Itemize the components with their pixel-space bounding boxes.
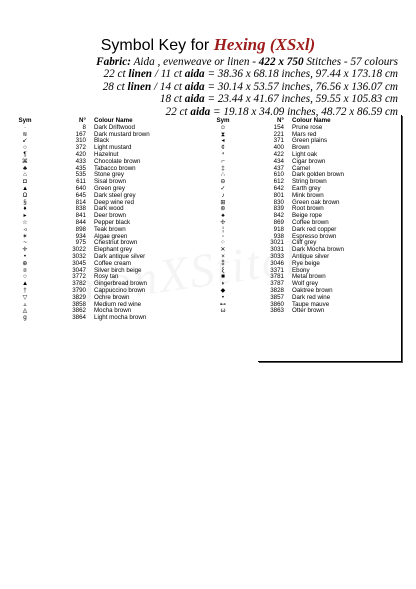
colour-name-cell: Light mustard <box>94 144 132 152</box>
symbol-cell: ↙ <box>22 137 28 145</box>
number-cell: 842 <box>273 212 284 220</box>
symbol-cell: ✕ <box>220 246 226 254</box>
number-cell: 8 <box>82 123 86 131</box>
colour-name-cell: Light oak <box>292 150 318 158</box>
fabric-types: Aida , evenweave or linen - <box>133 56 256 68</box>
colour-name-cell: Hazelnut <box>94 150 119 158</box>
symbol-cell: ☆ <box>22 218 28 226</box>
number-cell: 938 <box>273 232 284 240</box>
symbol-cell: ξ <box>221 266 225 274</box>
symbol-cell: ♦ <box>23 205 27 213</box>
symbol-cell: ⌐ <box>221 157 225 165</box>
colour-name-cell: Elephant grey <box>94 246 133 254</box>
colour-name-cell: Algae green <box>94 232 128 240</box>
fabric-size-part: / 14 ct <box>153 80 182 93</box>
symbol-cell: ✛ <box>22 246 28 254</box>
symbol-cell: ⌂ <box>23 171 27 179</box>
number-cell: 3371 <box>270 266 284 274</box>
number-cell: 422 <box>273 150 284 158</box>
number-cell: 437 <box>273 164 284 172</box>
symbol-cell: ¢ <box>221 144 225 152</box>
number-cell: 611 <box>76 178 86 186</box>
symbol-cell: ‡ <box>221 164 225 172</box>
colour-name-cell: Prune rose <box>292 123 323 131</box>
colour-name-cell: Camel <box>292 164 310 172</box>
symbol-cell: ⊷ <box>219 300 227 308</box>
colour-name-cell: Tabacco brown <box>94 164 136 172</box>
symbol-cell: Ω <box>22 191 28 199</box>
colour-name-cell: String brown <box>292 178 327 186</box>
symbol-cell: ¦ <box>222 225 224 233</box>
number-cell: 869 <box>273 218 284 226</box>
symbol-cell: ⊖ <box>220 178 226 186</box>
page-title <box>0 36 416 55</box>
colour-name-cell: Cigar brown <box>292 157 326 165</box>
colour-name-cell: Wolf grey <box>292 280 319 288</box>
colour-name-cell: Dark antique silver <box>94 252 146 260</box>
colour-name-cell: Dark red copper <box>292 225 337 233</box>
stitch-size: 422 x 750 <box>258 56 304 68</box>
symbol-cell: ◆ <box>220 286 226 294</box>
symbol-cell: ≋ <box>22 130 28 138</box>
number-cell: 3047 <box>72 266 86 274</box>
symbol-cell: ◬ <box>22 307 28 315</box>
number-cell: 420 <box>75 150 86 158</box>
symbol-cell: ∴ <box>221 171 225 179</box>
number-cell: 3860 <box>270 300 284 308</box>
colour-name-cell: Brown <box>292 144 310 152</box>
symbol-cell: ◃ <box>23 225 27 233</box>
number-cell: 3022 <box>72 246 86 254</box>
number-cell: 612 <box>273 178 284 186</box>
number-cell: 371 <box>273 137 284 145</box>
fabric-info <box>6 56 398 118</box>
title-prefix: Symbol Key for <box>100 37 210 54</box>
number-cell: 3781 <box>270 273 284 281</box>
fabric-size-part: = 30.14 x 53.57 inches, 76.56 x 136.07 cm <box>207 80 398 93</box>
number-cell: 221 <box>273 130 284 138</box>
fabric-size-part: aida <box>184 80 205 93</box>
number-cell: 3862 <box>72 307 86 315</box>
number-cell: 645 <box>75 191 86 199</box>
fabric-label: Fabric: <box>96 56 131 68</box>
number-cell: 3046 <box>270 259 284 267</box>
symbol-cell: ▸ <box>23 212 27 220</box>
number-cell: 3863 <box>270 307 284 315</box>
colour-name-cell: Stone grey <box>94 171 124 179</box>
number-cell: 801 <box>273 191 284 199</box>
fabric-size-line <box>6 93 398 105</box>
number-cell: 814 <box>75 198 86 206</box>
colour-name-cell: Cappuccino brown <box>94 286 146 294</box>
number-cell: 975 <box>75 239 86 247</box>
symbol-cell: ⊛ <box>220 205 226 213</box>
fabric-size-part: = 19.18 x 34.09 inches, 48.72 x 86.59 cm <box>213 105 398 118</box>
colour-name-cell: Taupe mauve <box>292 300 330 308</box>
colour-name-cell: Silver birch beige <box>94 266 142 274</box>
num-header: N° <box>277 117 284 124</box>
symbol-cell: ⁘ <box>220 239 226 247</box>
fabric-size-part: 28 ct <box>102 80 125 93</box>
symbol-cell: † <box>23 286 27 294</box>
symbol-cell: ~ <box>23 239 27 247</box>
colour-name-cell: Green oak brown <box>292 198 340 206</box>
symbol-cell: ¶ <box>23 150 27 158</box>
sym-header: Sym <box>216 117 230 124</box>
number-cell: 3033 <box>270 252 284 260</box>
number-cell: 310 <box>75 137 86 145</box>
name-header: Colour Name <box>94 117 133 124</box>
number-cell: 3858 <box>72 300 86 308</box>
symbol-cell: ⊞ <box>220 198 226 206</box>
number-cell: 844 <box>75 218 86 226</box>
colour-name-cell: Dark Driftwood <box>94 123 135 131</box>
fabric-size-part: / 11 ct <box>154 68 182 81</box>
colour-name-cell: Coffee cream <box>94 259 132 267</box>
symbol-cell: ○ <box>23 144 27 152</box>
colour-name-cell: Mink brown <box>292 191 324 199</box>
symbol-cell: ♪ <box>221 191 225 199</box>
symbol-cell: ♣ <box>22 164 28 172</box>
num-header: N° <box>79 117 86 124</box>
number-cell: 3857 <box>270 293 284 301</box>
colour-name-cell: Ochre brown <box>94 293 130 301</box>
fabric-size-line <box>6 68 398 80</box>
fabric-size-part: aida <box>184 93 205 106</box>
number-cell: 898 <box>75 225 86 233</box>
colour-name-cell: Black <box>94 137 110 145</box>
colour-name-cell: Chocolate brown <box>94 157 141 165</box>
colour-name-cell: Rye beige <box>292 259 320 267</box>
number-cell: 154 <box>273 123 284 131</box>
colour-name-cell: Teak brown <box>94 225 126 233</box>
fabric-size-part: aida <box>184 68 205 81</box>
symbol-cell: ✢ <box>220 218 226 226</box>
colour-name-cell: Coffee brown <box>292 218 329 226</box>
number-cell: 435 <box>75 164 86 172</box>
symbol-cell: ⊕ <box>22 259 28 267</box>
number-cell: 3790 <box>72 286 86 294</box>
number-cell: 841 <box>75 212 86 220</box>
symbol-cell: ◘ <box>23 178 27 186</box>
number-cell: 400 <box>273 144 284 152</box>
fabric-size-part: linen <box>127 80 152 93</box>
colour-name-cell: Antique silver <box>292 252 330 260</box>
symbol-cell: ◗ <box>221 280 225 288</box>
colour-name-cell: Mocha brown <box>94 307 132 315</box>
colour-name-cell: Mars red <box>292 130 317 138</box>
symbol-cell: § <box>23 198 27 206</box>
symbol-cell: ⁴ <box>221 150 225 158</box>
colour-name-cell: Dark steel grey <box>94 191 136 199</box>
fabric-size-line <box>6 81 398 93</box>
symbol-cell: ▽ <box>22 293 28 301</box>
number-cell: 934 <box>75 232 86 240</box>
number-cell: 372 <box>75 144 86 152</box>
symbol-cell: ▲ <box>21 280 29 288</box>
fabric-size-part: 22 ct <box>165 105 188 118</box>
symbol-cell: • <box>23 252 27 260</box>
number-cell: 610 <box>273 171 284 179</box>
number-cell: 434 <box>273 157 284 165</box>
colour-name-cell: Metal brown <box>292 273 326 281</box>
number-cell: 640 <box>75 184 86 192</box>
symbol-cell: ⁑ <box>221 259 225 267</box>
number-cell: 830 <box>273 198 284 206</box>
colour-name-cell: Green plains <box>292 137 328 145</box>
sym-header: Sym <box>18 117 32 124</box>
colour-name-cell: Sisal brown <box>94 178 126 186</box>
colour-name-cell: Deer brown <box>94 212 126 220</box>
number-cell: 918 <box>273 225 284 233</box>
symbol-cell: ♠ <box>221 212 225 220</box>
colour-name-cell: Oaktree brown <box>292 286 333 294</box>
symbol-cell: ○ <box>23 273 27 281</box>
colour-name-cell: Dark mustard brown <box>94 130 150 138</box>
fabric-size-part: = 38.36 x 68.18 inches, 97.44 x 173.18 cm <box>207 68 398 81</box>
number-cell: 535 <box>75 171 86 179</box>
symbol-cell: ⌘ <box>21 157 29 165</box>
fabric-line <box>6 56 398 68</box>
fabric-size-part: 22 ct <box>103 68 126 81</box>
number-cell: 839 <box>273 205 284 213</box>
colour-name-cell: Pepper black <box>94 218 131 226</box>
number-cell: 642 <box>273 184 284 192</box>
colour-name-cell: Earth grey <box>292 184 321 192</box>
colour-name-cell: Root brown <box>292 205 324 213</box>
colour-name-cell: Ebony <box>292 266 310 274</box>
number-cell: 3045 <box>72 259 86 267</box>
number-cell: 3782 <box>72 280 86 288</box>
colour-name-cell: Light mocha brown <box>94 314 147 322</box>
pattern-name: Hexing (XSxl) <box>213 35 316 54</box>
symbol-cell: ◦ <box>221 232 225 240</box>
number-cell: 3828 <box>270 286 284 294</box>
fabric-size-part: linen <box>128 68 153 81</box>
colour-name-cell: Gingerbread brown <box>94 280 147 288</box>
symbol-cell: ✓ <box>220 184 226 192</box>
number-cell: 3829 <box>72 293 86 301</box>
stitch-count: Stitches - 57 colours <box>306 56 398 68</box>
fabric-size-part: aida <box>190 105 211 118</box>
colour-name-cell: Dark red wine <box>292 293 331 301</box>
number-cell: 838 <box>75 205 86 213</box>
symbol-cell: ▵ <box>23 300 27 308</box>
name-header: Colour Name <box>292 117 331 124</box>
symbol-cell: ω <box>220 307 226 315</box>
colour-name-cell: Rosy tan <box>94 273 119 281</box>
number-cell: 3031 <box>270 246 284 254</box>
number-cell: 3021 <box>270 239 284 247</box>
colour-name-cell: Dark Mocha brown <box>292 246 344 254</box>
colour-name-cell: Dark wood <box>94 205 124 213</box>
symbol-cell: ◂ <box>221 137 225 145</box>
number-cell: 3032 <box>72 252 86 260</box>
number-cell: 3772 <box>72 273 86 281</box>
symbol-cell: ▲ <box>21 184 29 192</box>
fabric-size-part: 18 ct <box>159 93 182 106</box>
colour-name-cell: Cliff grey <box>292 239 317 247</box>
colour-name-cell: Chestnut brown <box>94 239 138 247</box>
symbol-cell: g <box>23 314 27 322</box>
colour-name-cell: Green grey <box>94 184 125 192</box>
colour-name-cell: Deep wine red <box>94 198 134 206</box>
symbol-cell: ⧗ <box>220 130 226 138</box>
number-cell: 433 <box>75 157 86 165</box>
symbol-cell: ■ <box>221 273 225 281</box>
colour-name-cell: Medium red wine <box>94 300 142 308</box>
symbol-cell: ¤ <box>23 266 27 274</box>
colour-name-cell: Espresso brown <box>292 232 337 240</box>
number-cell: 167 <box>75 130 86 138</box>
fabric-size-lines <box>6 68 398 118</box>
colour-name-cell: Dark golden brown <box>292 171 344 179</box>
fabric-size-part: = 23.44 x 41.67 inches, 59.55 x 105.83 cm <box>207 93 398 106</box>
number-cell: 3864 <box>72 314 86 322</box>
symbol-cell: ☺ <box>219 123 227 131</box>
colour-name-cell: Otter brown <box>292 307 325 315</box>
number-cell: 3787 <box>270 280 284 288</box>
colour-name-cell: Beige rope <box>292 212 322 220</box>
symbol-cell: × <box>221 252 225 260</box>
symbol-cell: ✶ <box>22 232 28 240</box>
symbol-cell: · <box>23 123 27 131</box>
symbol-cell: • <box>221 293 225 301</box>
